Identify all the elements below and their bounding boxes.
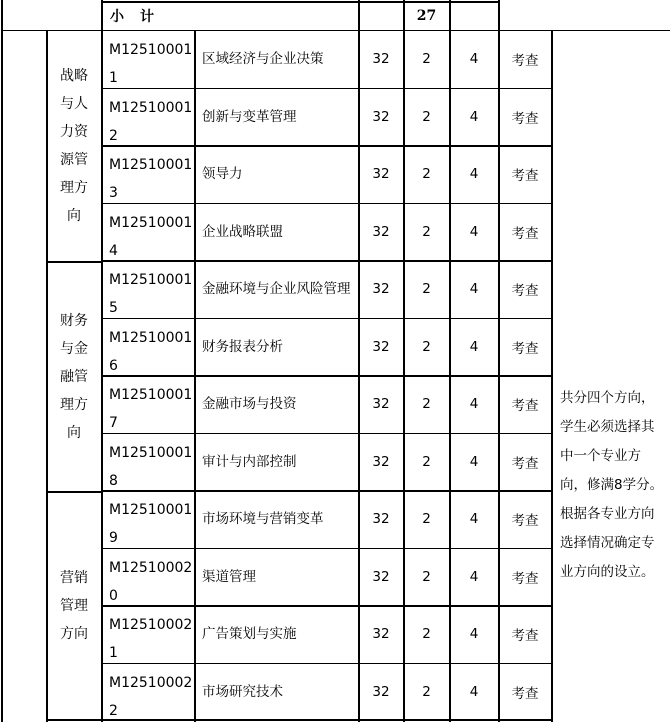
course-credits: 2 [422,626,431,643]
course-assessment: 考查 [511,340,539,357]
course-semester: 4 [469,108,479,125]
course-code: M125100019 [109,502,193,546]
course-semester: 4 [469,453,479,470]
course-credits: 2 [422,223,431,240]
course-credits: 2 [422,453,431,470]
course-credits: 2 [422,108,431,125]
course-name: 金融市场与投资 [202,396,297,413]
course-code: M125100020 [109,559,193,604]
course-name: 渠道管理 [202,568,256,585]
course-hours: 32 [372,683,390,700]
course-semester: 4 [469,626,479,643]
subtotal-label: 小 计 [110,9,155,25]
course-code: M125100011 [109,42,193,86]
course-hours: 32 [372,166,390,183]
course-assessment: 考查 [511,570,539,587]
course-semester: 4 [469,568,479,585]
course-code: M125100013 [109,157,193,201]
course-hours: 32 [372,453,390,470]
course-name: 创新与变革管理 [202,108,297,125]
course-assessment: 考查 [511,455,539,472]
course-semester: 4 [469,166,479,183]
course-code: M125100012 [109,99,193,144]
course-code: M125100014 [109,214,193,259]
course-name: 领导力 [202,166,243,183]
course-name: 市场研究技术 [202,683,283,700]
course-hours: 32 [372,223,390,240]
course-semester: 4 [469,281,479,298]
course-hours: 32 [372,568,390,585]
course-name: 市场环境与营销变革 [202,511,324,528]
course-assessment: 考查 [511,513,539,530]
course-assessment: 考查 [511,685,539,702]
course-hours: 32 [372,396,390,413]
course-assessment: 考查 [511,225,539,242]
course-semester: 4 [469,51,479,68]
course-credits: 2 [422,511,431,528]
course-credits: 2 [422,683,431,700]
course-credits: 2 [422,51,431,68]
group-label-strategy-hr: 战略 与人 力资 源管 理方 向 [60,68,88,224]
course-semester: 4 [469,338,479,355]
course-credits: 2 [422,338,431,355]
course-credits: 2 [422,568,431,585]
course-assessment: 考查 [511,628,539,645]
course-code: M125100017 [109,387,193,431]
course-code: M125100015 [109,272,193,316]
course-assessment: 考查 [511,168,539,185]
course-assessment: 考查 [511,398,539,415]
course-hours: 32 [372,626,390,643]
course-credits: 2 [422,281,431,298]
table-line [551,30,553,722]
course-semester: 4 [469,683,479,700]
course-hours: 32 [372,108,390,125]
group-label-marketing: 营销 管理 方向 [60,569,88,642]
remark-note: 共分四个方向，学生必须选择其中一个专业方向，修满8学分。根据各专业方向选择情况确定专业方向的设立。 [560,389,664,580]
course-assessment: 考查 [511,283,539,300]
course-semester: 4 [469,396,479,413]
course-hours: 32 [372,511,390,528]
course-code: M125100016 [109,329,193,374]
course-name: 金融环境与企业风险管理 [202,281,351,298]
course-hours: 32 [372,281,390,298]
course-assessment: 考查 [511,110,539,127]
course-name: 审计与内部控制 [202,453,297,470]
course-code: M125100022 [109,674,193,719]
course-credits: 2 [422,396,431,413]
course-assessment: 考查 [511,53,539,70]
course-credits: 2 [422,166,431,183]
table-line [1,0,3,722]
course-hours: 32 [372,51,390,68]
course-name: 广告策划与实施 [202,626,297,643]
course-semester: 4 [469,223,479,240]
group-label-finance: 财务 与金 融管 理方 向 [60,312,88,441]
course-code: M125100021 [109,617,193,661]
course-name: 区域经济与企业决策 [202,51,324,68]
course-name: 财务报表分析 [202,338,283,355]
course-name: 企业战略联盟 [202,223,283,240]
subtotal-credits: 27 [416,8,437,24]
course-semester: 4 [469,511,479,528]
course-code: M125100018 [109,444,193,489]
course-hours: 32 [372,338,390,355]
